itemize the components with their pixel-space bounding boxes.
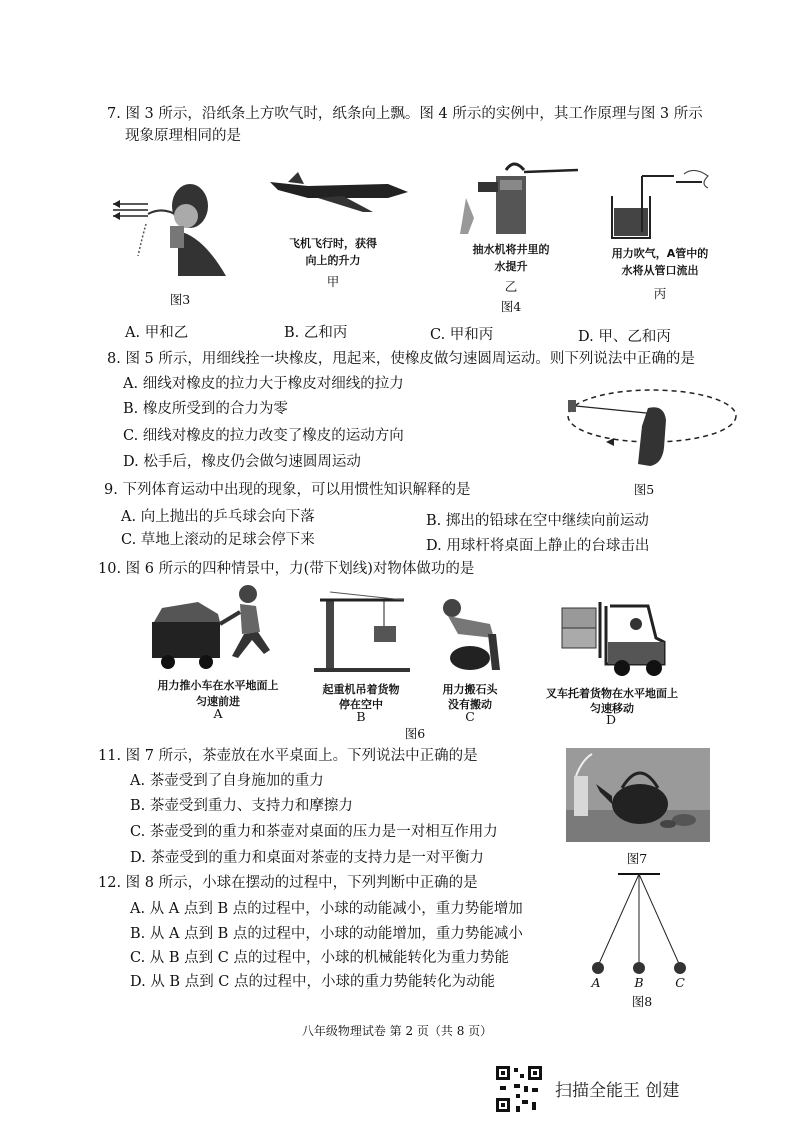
fig4-yi-caption-line1: 抽水机将井里的 [472, 243, 550, 256]
fig6d-letter: D [605, 712, 617, 727]
fig7-label: 图7 [626, 851, 648, 866]
fig3-blowing-paper [108, 176, 236, 280]
q8-option-b: B. 橡皮所受到的合力为零 [123, 401, 288, 417]
fig8-point-a: A [591, 975, 601, 990]
fig8-point-c: C [675, 975, 685, 990]
q11-stem: 11. 图 7 所示，茶壶放在水平桌面上。下列说法中正确的是 [98, 748, 478, 764]
q12-option-b: B. 从 A 点到 B 点的过程中，小球的动能增加，重力势能减小 [130, 926, 523, 942]
fig6a-caption-line2: 匀速前进 [196, 695, 240, 708]
fig6a-pushing-cart [148, 584, 288, 672]
fig6b-crane [312, 590, 412, 674]
q10-stem: 10. 图 6 所示的四种情景中，力(带下划线)对物体做功的是 [98, 561, 475, 577]
q9-option-c: C. 草地上滚动的足球会停下来 [121, 532, 315, 548]
fig4-jia-letter: 甲 [326, 274, 340, 289]
q12-option-d: D. 从 B 点到 C 点的过程中，小球的重力势能转化为动能 [130, 974, 496, 990]
qr-code-icon [494, 1064, 544, 1114]
fig8-point-b: B [634, 975, 644, 990]
fig4-water-pump [456, 158, 580, 236]
fig3-label: 图3 [169, 292, 191, 307]
fig6b-caption-line1: 起重机吊着货物 [322, 683, 400, 696]
q12-option-a: A. 从 A 点到 B 点的过程中，小球的动能减小，重力势能增加 [130, 901, 523, 917]
fig6a-caption-line1: 用力推小车在水平地面上 [157, 679, 279, 692]
q11-option-b: B. 茶壶受到重力、支持力和摩擦力 [130, 798, 353, 814]
fig6b-caption-line2: 停在空中 [339, 698, 383, 711]
q11-option-d: D. 茶壶受到的重力和桌面对茶壶的支持力是一对平衡力 [130, 850, 484, 866]
q8-stem: 8. 图 5 所示，用细线拴一块橡皮，甩起来，使橡皮做匀速圆周运动。则下列说法中正确的是 [107, 351, 695, 367]
q8-option-d: D. 松手后，橡皮仍会做匀速圆周运动 [123, 454, 361, 470]
fig6d-forklift [556, 598, 670, 678]
q12-stem: 12. 图 8 所示，小球在摆动的过程中，下列判断中正确的是 [98, 875, 478, 891]
q9-option-a: A. 向上抛出的乒乓球会向下落 [121, 509, 315, 525]
fig4-jia-caption-line1: 飞机飞行时，获得 [289, 237, 377, 250]
q12-option-c: C. 从 B 点到 C 点的过程中，小球的机械能转化为重力势能 [130, 950, 509, 966]
fig6c-caption-line1: 用力搬石头 [442, 683, 498, 696]
fig5-circular-motion [566, 386, 742, 470]
fig4-bing-caption-line2: 水将从管口流出 [621, 264, 699, 277]
fig7-teapot-photo [566, 748, 710, 842]
fig4-bing-letter: 丙 [653, 286, 667, 301]
q11-option-c: C. 茶壶受到的重力和茶壶对桌面的压力是一对相互作用力 [130, 824, 498, 840]
q7-option-d: D. 甲、乙和丙 [578, 329, 671, 345]
fig6d-caption-line2: 匀速移动 [590, 702, 634, 715]
q8-option-a: A. 细线对橡皮的拉力大于橡皮对细线的拉力 [123, 376, 404, 392]
q7-option-a: A. 甲和乙 [125, 325, 189, 341]
fig4-label: 图4 [500, 299, 522, 314]
fig6c-lifting-stone [428, 598, 512, 674]
fig5-label: 图5 [633, 482, 655, 497]
q8-option-c: C. 细线对橡皮的拉力改变了橡皮的运动方向 [123, 428, 404, 444]
q7-option-c: C. 甲和丙 [430, 327, 494, 343]
q9-stem: 9. 下列体育运动中出现的现象，可以用惯性知识解释的是 [104, 482, 471, 498]
fig6c-caption-line2: 没有搬动 [448, 698, 492, 711]
page-footer: 八年级物理试卷 第 2 页（共 8 页） [301, 1024, 493, 1038]
q9-option-d: D. 用球杆将桌面上静止的台球击出 [426, 538, 650, 554]
fig8-label: 图8 [631, 994, 653, 1009]
fig4-airplane [268, 170, 412, 216]
fig4-jia-caption-line2: 向上的升力 [305, 254, 361, 267]
q7-stem-line1: 7. 图 3 所示，沿纸条上方吹气时，纸条向上飘。图 4 所示的实例中，其工作原理与图 3 所示 [107, 106, 703, 122]
fig6-label: 图6 [404, 726, 426, 741]
fig6a-letter: A [213, 706, 223, 721]
q7-stem-line2: 现象原理相同的是 [125, 128, 241, 144]
fig4-yi-caption-line2: 水提升 [494, 260, 528, 273]
scanner-watermark: 扫描全能王 创建 [555, 1081, 680, 1101]
fig6c-letter: C [465, 709, 475, 724]
fig4-bing-caption-line1: 用力吹气，A管中的 [611, 247, 709, 260]
fig4-yi-letter: 乙 [504, 279, 518, 294]
q11-option-a: A. 茶壶受到了自身施加的重力 [130, 773, 324, 789]
q7-option-b: B. 乙和丙 [284, 325, 348, 341]
fig6d-caption-line1: 叉车托着货物在水平地面上 [546, 687, 678, 700]
fig4-beaker-tube [604, 166, 716, 242]
fig6b-letter: B [356, 709, 366, 724]
q9-option-b: B. 掷出的铅球在空中继续向前运动 [426, 513, 649, 529]
fig8-pendulum [584, 870, 694, 976]
